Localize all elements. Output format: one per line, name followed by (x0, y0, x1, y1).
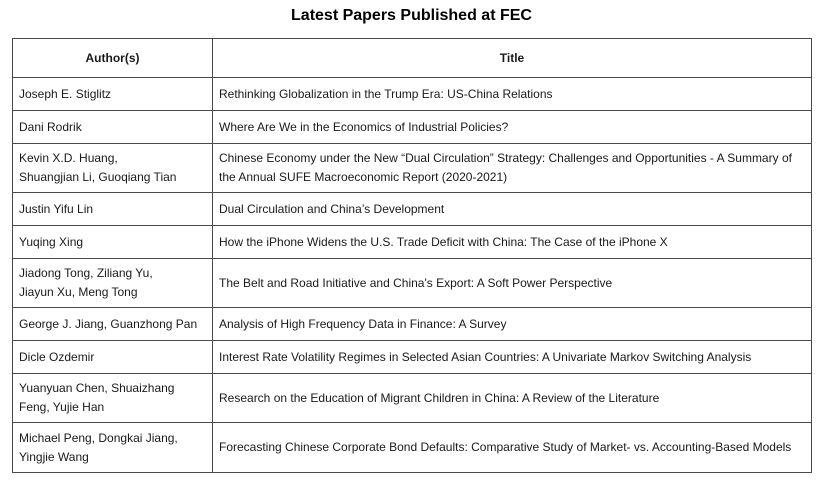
author-cell: Justin Yifu Lin (13, 193, 213, 226)
title-cell: The Belt and Road Initiative and China's Export: A Soft Power Perspective (213, 259, 812, 308)
table-row (13, 259, 812, 308)
author-cell (13, 423, 213, 473)
table-row (13, 423, 812, 473)
page-title: Latest Papers Published at FEC (291, 7, 532, 24)
table-row (13, 193, 812, 226)
title-column-header: Title (213, 39, 812, 78)
title-cell: Interest Rate Volatility Regimes in Selected Asian Countries: A Univariate Markov Switching Analysis (213, 341, 812, 374)
author-cell: Dicle Ozdemir (13, 341, 213, 374)
author-line: Kevin X.D. Huang, (19, 151, 118, 165)
table-row (13, 144, 812, 193)
author-line: Yingjie Wang (19, 449, 89, 464)
author-line: Michael Peng, Dongkai Jiang, (19, 430, 178, 445)
title-cell: Rethinking Globalization in the Trump Era: US-China Relations (213, 78, 812, 111)
author-line: Feng, Yujie Han (19, 400, 105, 414)
table-header-row (13, 39, 812, 78)
author-cell: Dani Rodrik (13, 111, 213, 144)
table-row (13, 308, 812, 341)
author-line: Shuangjian Li, Guoqiang Tian (19, 170, 177, 184)
table-row (13, 111, 812, 144)
title-cell: Dual Circulation and China’s Development (213, 193, 812, 226)
author-line: Jiayun Xu, Meng Tong (19, 285, 138, 299)
author-cell: Joseph E. Stiglitz (13, 78, 213, 111)
table-row (13, 374, 812, 423)
title-line: Chinese Economy under the New “Dual Circulation” Strategy: Challenges and Opportunities - A Summary of (219, 151, 792, 165)
author-line: Yuanyuan Chen, Shuaizhang (19, 381, 175, 395)
title-cell: Analysis of High Frequency Data in Finance: A Survey (213, 308, 812, 341)
author-cell (13, 144, 213, 193)
author-cell (13, 374, 213, 423)
table-row (13, 78, 812, 111)
papers-table (12, 38, 812, 473)
title-cell: Where Are We in the Economics of Industrial Policies? (213, 111, 812, 144)
author-line: Jiadong Tong, Ziliang Yu, (19, 266, 153, 280)
title-cell: Research on the Education of Migrant Children in China: A Review of the Literature (213, 374, 812, 423)
title-cell: Forecasting Chinese Corporate Bond Defaults: Comparative Study of Market- vs. Accounting-Based Models (213, 423, 812, 473)
title-cell (213, 144, 812, 193)
author-cell (13, 259, 213, 308)
author-cell: Yuqing Xing (13, 226, 213, 259)
author-column-header: Author(s) (13, 39, 213, 78)
table-row (13, 341, 812, 374)
title-cell: How the iPhone Widens the U.S. Trade Deficit with China: The Case of the iPhone X (213, 226, 812, 259)
title-line: the Annual SUFE Macroeconomic Report (2020-2021) (219, 170, 508, 184)
author-cell: George J. Jiang, Guanzhong Pan (13, 308, 213, 341)
table-row (13, 226, 812, 259)
